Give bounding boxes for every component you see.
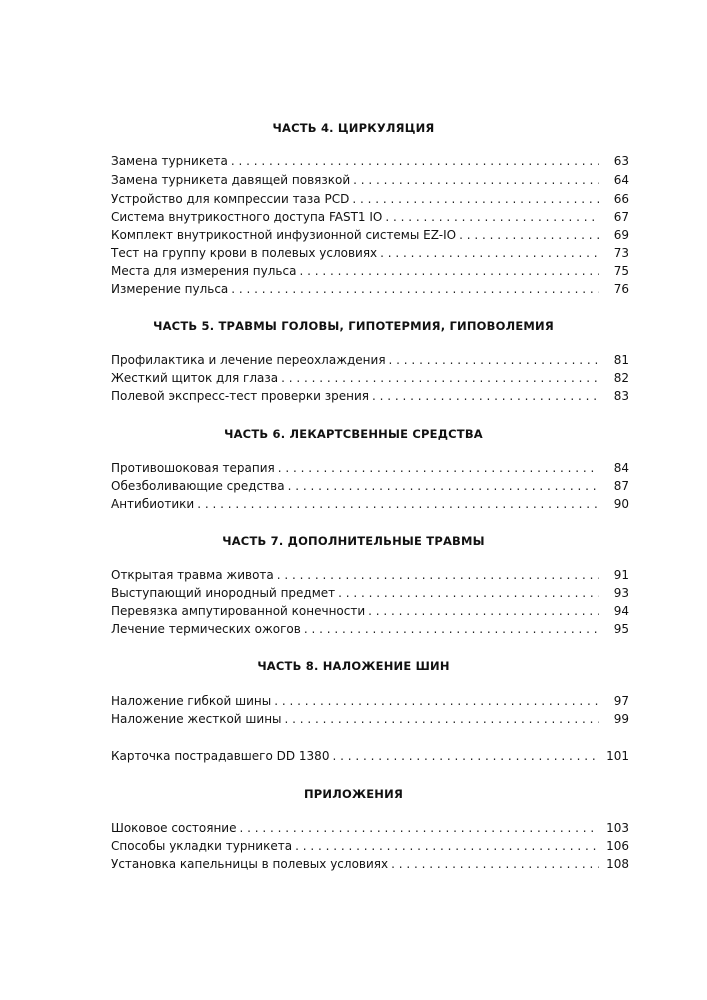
toc-entry-label: Наложение гибкой шины <box>111 694 272 708</box>
toc-entry-page: 63 <box>613 154 629 168</box>
dot-leader <box>389 353 599 367</box>
toc-entry-page: 64 <box>613 173 629 187</box>
toc-entry-page: 97 <box>613 694 629 708</box>
toc-entry-page: 69 <box>613 228 629 242</box>
toc-entry[interactable] <box>111 497 629 515</box>
toc-entry-page: 101 <box>606 749 629 763</box>
section-heading-appendices: ПРИЛОЖЕНИЯ <box>303 787 404 801</box>
toc-entry-label: Система внутрикостного доступа FAST1 IO <box>111 210 383 224</box>
toc-entry-label: Комплект внутрикостной инфузионной системы EZ-IO <box>111 228 457 242</box>
dot-leader <box>277 568 599 582</box>
toc-entry[interactable] <box>111 371 629 389</box>
toc-entry-page: 95 <box>613 622 629 636</box>
toc-entry-label: Открытая травма живота <box>111 568 274 582</box>
toc-entry[interactable] <box>111 389 629 407</box>
toc-entry-label: Наложение жесткой шины <box>111 712 282 726</box>
dot-leader <box>391 857 599 871</box>
dot-leader <box>372 389 599 403</box>
dot-leader <box>240 821 600 835</box>
toc-entry-label: Установка капельницы в полевых условиях <box>111 857 389 871</box>
toc-entry-label: Лечение термических ожогов <box>111 622 301 636</box>
toc-entry[interactable] <box>111 857 629 875</box>
section-heading-part-8: ЧАСТЬ 8. НАЛОЖЕНИЕ ШИН <box>257 659 450 673</box>
toc-entry[interactable] <box>111 821 629 839</box>
toc-entry[interactable] <box>111 712 629 730</box>
toc-entry[interactable] <box>111 622 629 640</box>
toc-entry-page: 94 <box>613 604 629 618</box>
toc-entry[interactable] <box>111 246 629 264</box>
toc-entry[interactable] <box>111 173 629 191</box>
toc-entry-page: 99 <box>613 712 629 726</box>
dot-leader <box>304 622 599 636</box>
toc-entry[interactable] <box>111 604 629 622</box>
toc-entry-page: 81 <box>613 353 629 367</box>
dot-leader <box>278 461 599 475</box>
toc-entry-page: 67 <box>613 210 629 224</box>
toc-entry-label: Измерение пульса <box>111 282 229 296</box>
dot-leader <box>352 192 599 206</box>
toc-entry[interactable] <box>111 568 629 586</box>
toc-entry-page: 75 <box>613 264 629 278</box>
toc-entry[interactable] <box>111 228 629 246</box>
toc-entry-page: 66 <box>613 192 629 206</box>
dot-leader <box>231 154 599 168</box>
toc-entry[interactable] <box>111 694 629 712</box>
toc-entry-page: 106 <box>606 839 629 853</box>
toc-entry[interactable] <box>111 264 629 282</box>
toc-entry-label: Устройство для компрессии таза PCD <box>111 192 350 206</box>
toc-entry-label: Жесткий щиток для глаза <box>111 371 279 385</box>
toc-entry-label: Способы укладки турникета <box>111 839 293 853</box>
dot-leader <box>368 604 599 618</box>
toc-entry[interactable] <box>111 461 629 479</box>
section-heading-part-6: ЧАСТЬ 6. ЛЕКАРТСВЕННЫЕ СРЕДСТВА <box>224 427 483 441</box>
toc-entry[interactable] <box>111 192 629 210</box>
toc-entry-label: Тест на группу крови в полевых условиях <box>111 246 378 260</box>
section-heading-part-4: ЧАСТЬ 4. ЦИРКУЛЯЦИЯ <box>272 121 435 135</box>
toc-entry-label: Полевой экспресс-тест проверки зрения <box>111 389 370 403</box>
toc-entry-label: Перевязка ампутированной конечности <box>111 604 366 618</box>
dot-leader <box>231 282 599 296</box>
toc-entry-label: Выступающий инородный предмет <box>111 586 336 600</box>
toc-entry-label: Замена турникета <box>111 154 228 168</box>
toc-entry-label: Замена турникета давящей повязкой <box>111 173 351 187</box>
dot-leader <box>380 246 599 260</box>
toc-entry-label: Места для измерения пульса <box>111 264 297 278</box>
toc-entry[interactable] <box>111 154 629 172</box>
toc-entry-label: Карточка пострадавшего DD 1380 <box>111 749 330 763</box>
dot-leader <box>338 586 599 600</box>
dot-leader <box>353 173 599 187</box>
section-heading-part-5: ЧАСТЬ 5. ТРАВМЫ ГОЛОВЫ, ГИПОТЕРМИЯ, ГИПОВОЛЕМИЯ <box>153 319 554 333</box>
toc-entry-label: Противошоковая терапия <box>111 461 275 475</box>
dot-leader <box>332 749 599 763</box>
toc-entry[interactable] <box>111 210 629 228</box>
toc-entry-page: 73 <box>613 246 629 260</box>
toc-entry-page: 108 <box>606 857 629 871</box>
toc-entry-page: 83 <box>613 389 629 403</box>
toc-entry[interactable] <box>111 839 629 857</box>
dot-leader <box>197 497 599 511</box>
toc-entry[interactable] <box>111 353 629 371</box>
toc-entry-page: 82 <box>613 371 629 385</box>
toc-entry-label: Обезболивающие средства <box>111 479 285 493</box>
toc-entry[interactable] <box>111 749 629 767</box>
section-heading-part-7: ЧАСТЬ 7. ДОПОЛНИТЕЛЬНЫЕ ТРАВМЫ <box>222 534 485 548</box>
dot-leader <box>285 712 599 726</box>
toc-entry-page: 90 <box>613 497 629 511</box>
dot-leader <box>274 694 599 708</box>
toc-entry-page: 93 <box>613 586 629 600</box>
toc-entry-page: 76 <box>613 282 629 296</box>
dot-leader <box>299 264 599 278</box>
dot-leader <box>385 210 599 224</box>
dot-leader <box>281 371 599 385</box>
toc-entry[interactable] <box>111 586 629 604</box>
toc-entry-page: 91 <box>613 568 629 582</box>
dot-leader <box>288 479 599 493</box>
toc-entry[interactable] <box>111 479 629 497</box>
toc-entry-page: 103 <box>606 821 629 835</box>
toc-entry[interactable] <box>111 282 629 300</box>
toc-entry-label: Шоковое состояние <box>111 821 237 835</box>
toc-entry-label: Профилактика и лечение переохлаждения <box>111 353 386 367</box>
toc-entry-label: Антибиотики <box>111 497 195 511</box>
dot-leader <box>459 228 599 242</box>
toc-entry-page: 84 <box>613 461 629 475</box>
toc-entry-page: 87 <box>613 479 629 493</box>
dot-leader <box>295 839 599 853</box>
